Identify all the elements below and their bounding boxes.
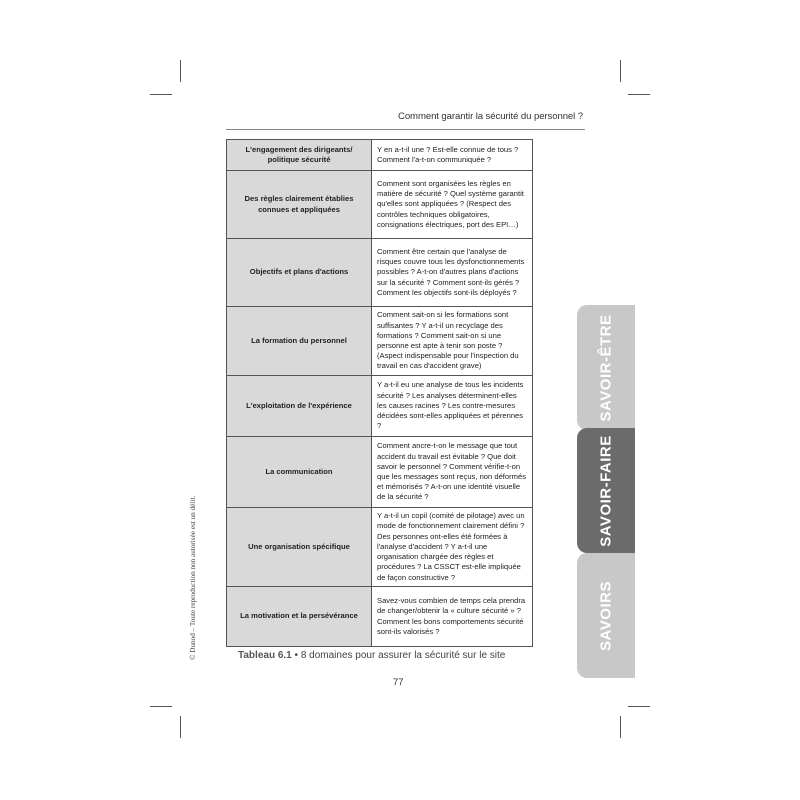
tab-label: SAVOIR-FAIRE	[597, 434, 615, 547]
domains-table	[226, 139, 533, 647]
crop-mark	[180, 716, 181, 738]
question-cell: Comment sait-on si les formations sont suffisantes ? Y a-t-il un recyclage des formations ? Comment sait-on si une personne est apte à tenir son poste ? (Aspect indispensable pour l'inspection du travail en cas d'accident grave)	[372, 307, 533, 376]
header-rule	[226, 129, 585, 130]
question-cell: Y a-t-il un copil (comité de pilotage) avec un mode de fonctionnement clairement défini ? Des personnes ont-elles été formées à l'analyse d'accident ? Y a-t-il une organisation chargée des règles et procédures ? La CSSCT est-elle impliquée de façon constructive ?	[372, 508, 533, 587]
table-row	[227, 437, 533, 508]
domain-cell: L'exploitation de l'expérience	[227, 376, 372, 437]
domain-cell: La communication	[227, 437, 372, 508]
crop-mark	[150, 94, 172, 95]
table-row	[227, 376, 533, 437]
caption-text: 8 domaines pour assurer la sécurité sur le site	[300, 650, 506, 661]
table-row	[227, 508, 533, 587]
question-cell: Comment être certain que l'analyse de risques couvre tous les dysfonctionnements possibles ? A-t-on d'autres plans d'actions sur la sécurité ? Comment sont-ils gérés ? Comment les objectifs sont-ils déployés ?	[372, 239, 533, 307]
domain-cell: Des règles clairement établies connues et appliquées	[227, 171, 372, 239]
table-row	[227, 307, 533, 376]
tab-savoir-faire[interactable]	[577, 428, 635, 553]
domain-cell: Objectifs et plans d'actions	[227, 239, 372, 307]
crop-mark	[180, 60, 181, 82]
question-cell: Savez-vous combien de temps cela prendra de changer/obtenir la « culture sécurité » ? Comment les bons comportements sécurité sont-ils valorisés ?	[372, 587, 533, 647]
tab-savoir-etre[interactable]	[577, 305, 635, 430]
table-row	[227, 171, 533, 239]
domain-cell: L'engagement des dirigeants/ politique sécurité	[227, 140, 372, 171]
tab-savoirs[interactable]	[577, 553, 635, 678]
tab-label: SAVOIR-ÊTRE	[597, 314, 615, 421]
crop-mark	[628, 706, 650, 707]
caption-separator: •	[294, 650, 299, 661]
domain-cell: La motivation et la persévérance	[227, 587, 372, 647]
caption-number: Tableau 6.1	[238, 650, 292, 661]
table-row	[227, 140, 533, 171]
table-row	[227, 239, 533, 307]
tab-label: SAVOIRS	[597, 580, 615, 651]
running-header: Comment garantir la sécurité du personnel ?	[397, 111, 583, 122]
table-row	[227, 587, 533, 647]
question-cell: Comment sont organisées les règles en matière de sécurité ? Quel système garantit qu'elles sont appliquées ? (Respect des contrôles techniques obligatoires, consignations électriques, port des EPI…)	[372, 171, 533, 239]
copyright-note: © Dunod – Toute reproduction non autorisée est un délit.	[189, 495, 197, 660]
table-caption	[238, 650, 505, 661]
question-cell: Comment ancre-t-on le message que tout accident du travail est évitable ? Que doit savoir le personnel ? Comment vérifie-t-on que les messages sont reçus, non déformés et mémorisés ? A-t-on une identité visuelle de la sécurité ?	[372, 437, 533, 508]
page-number: 77	[393, 677, 404, 688]
domain-cell: Une organisation spécifique	[227, 508, 372, 587]
crop-mark	[628, 94, 650, 95]
crop-mark	[150, 706, 172, 707]
crop-mark	[620, 716, 621, 738]
crop-mark	[620, 60, 621, 82]
question-cell: Y en a-t-il une ? Est-elle connue de tous ? Comment l'a-t-on communiquée ?	[372, 140, 533, 171]
question-cell: Y a-t-il eu une analyse de tous les incidents sécurité ? Les analyses déterminent-elles les causes racines ? Les contre-mesures décidées sont-elles appliquées et pérennes ?	[372, 376, 533, 437]
domain-cell: La formation du personnel	[227, 307, 372, 376]
